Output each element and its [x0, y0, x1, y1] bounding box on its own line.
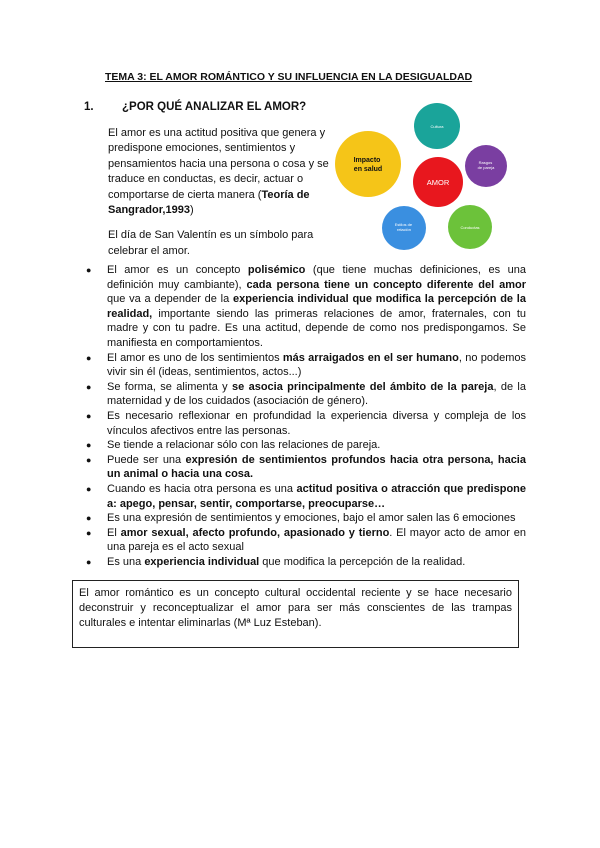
list-item [86, 438, 526, 453]
bullet-list [86, 263, 526, 569]
text: Cuando es hacia otra persona es una [107, 482, 297, 495]
bullet-dot-icon: ● [86, 454, 92, 465]
list-item [86, 511, 526, 526]
text: El amor es un concepto [107, 264, 248, 276]
bold-text: amor sexual, afecto profundo, apasionado y tierno [120, 526, 390, 539]
list-item [86, 453, 526, 482]
text: El amor es uno de los sentimientos [107, 351, 283, 364]
list-item [86, 482, 526, 511]
svg-text:Estilos de relación [395, 222, 413, 232]
list-item [86, 409, 526, 438]
diagram-node-conduct-label: Conductas [460, 225, 480, 230]
bullet-dot-icon: ● [86, 556, 92, 567]
diagram-node-traits-label-1: Rasgos [478, 160, 493, 165]
intro-paragraph-2: El día de San Valentín es un símbolo para celebrar el amor. [108, 229, 314, 257]
text: (que tiene muchas definiciones, es una definición muy cambiante), [107, 264, 526, 291]
bullet-dot-icon: ● [86, 527, 92, 538]
intro-text [108, 126, 333, 269]
text: Se forma, se alimenta y [107, 380, 233, 393]
text: que va a depender de la [107, 293, 234, 306]
bullet-dot-icon: ● [86, 265, 92, 275]
quote-box: El amor romántico es un concepto cultural occidental reciente y se hace necesario deconstruir y reconceptualizar el amor para ser más conscientes de las trampas culturales e intentar eliminarlas (Mª Luz Esteban). [72, 580, 519, 648]
diagram-node-styles-label-1: Estilos de [394, 222, 413, 227]
text: Es una [107, 555, 145, 568]
bold-text: más arraigados en el ser humano [282, 351, 459, 364]
diagram-node-health-label-2: en salud [353, 166, 383, 173]
list-item [86, 555, 526, 570]
citation: Teoría de Sangrador,1993 [108, 188, 310, 217]
text: , no podemos vivir sin él (ideas, sentimientos, actos...) [107, 351, 526, 379]
text: Puede ser una [107, 453, 186, 466]
text: . El mayor acto de amor en una pareja es el acto sexual [107, 526, 526, 554]
bold-text: polisémico [247, 264, 306, 276]
bold-text: experiencia individual que modifica la percepción de la realidad, [107, 293, 526, 320]
text: El [107, 526, 121, 539]
bullet-dot-icon: ● [86, 440, 92, 451]
section-heading [84, 101, 306, 113]
bullet-dot-icon: ● [86, 410, 92, 421]
diagram-node-culture-label: Cultura [430, 124, 444, 129]
list-item [86, 351, 526, 380]
list-item [86, 380, 526, 409]
bold-text: experiencia individual [144, 555, 260, 568]
diagram-node-styles-label-2: relación [396, 227, 412, 232]
diagram-node-traits-label-2: de pareja [477, 165, 495, 170]
text: importante siendo las primeras relaciones de amor, fraternales, con tu madre y con tu padre. Es una actitud, depende de como nos predispongamos. Se manifiesta en comportamientos. [107, 307, 526, 349]
bold-text: se asocia principalmente del ámbito de la pareja [232, 380, 494, 393]
bullet-dot-icon: ● [86, 513, 92, 524]
bullet-dot-icon: ● [86, 352, 92, 363]
text: Es necesario reflexionar en profundidad la experiencia diversa y compleja de los vínculos afectivos entre las personas. [107, 409, 526, 437]
text: , de la maternidad y de los cuidados (asociación de género). [107, 380, 526, 408]
intro-paragraph-1: El amor es una actitud positiva que genera y predispone emociones, sentimientos y pensamientos hacia una persona o cosa y se traduce en conductas, es decir, actuar o comportarse de cierta manera (Teoría de Sangrador,1993) [108, 127, 329, 217]
text: Se tiende a relacionar sólo con las relaciones de pareja. [107, 439, 381, 452]
bullet-dot-icon: ● [86, 483, 92, 494]
diagram-node-health [335, 131, 401, 197]
diagram-node-health-label-1: Impacto [353, 157, 381, 164]
page-title: TEMA 3: EL AMOR ROMÁNTICO Y SU INFLUENCIA EN LA DESIGUALDAD [105, 71, 473, 83]
amor-diagram [330, 92, 510, 262]
diagram-center-label: AMOR [426, 178, 450, 187]
text: Es una expresión de sentimientos y emociones, bajo el amor salen las 6 emociones [107, 512, 516, 525]
bullet-dot-icon: ● [86, 381, 92, 392]
bold-text: actitud positiva o atracción que predispone a: apego, pensar, sentir, comportarse, preocuparse… [107, 482, 526, 510]
list-item [86, 263, 526, 351]
bold-text: expresión de sentimientos profundos hacia otra persona, hacia un animal o hacia una cosa. [107, 453, 526, 481]
svg-text:Rasgos de pareja [478, 160, 495, 170]
section-heading-text: ¿POR QUÉ ANALIZAR EL AMOR? [122, 101, 307, 113]
text: que modifica la percepción de la realidad. [259, 555, 466, 568]
bold-text: cada persona tiene un concepto diferente del amor [246, 278, 526, 291]
section-number: 1. [84, 101, 94, 113]
list-item [86, 526, 526, 555]
